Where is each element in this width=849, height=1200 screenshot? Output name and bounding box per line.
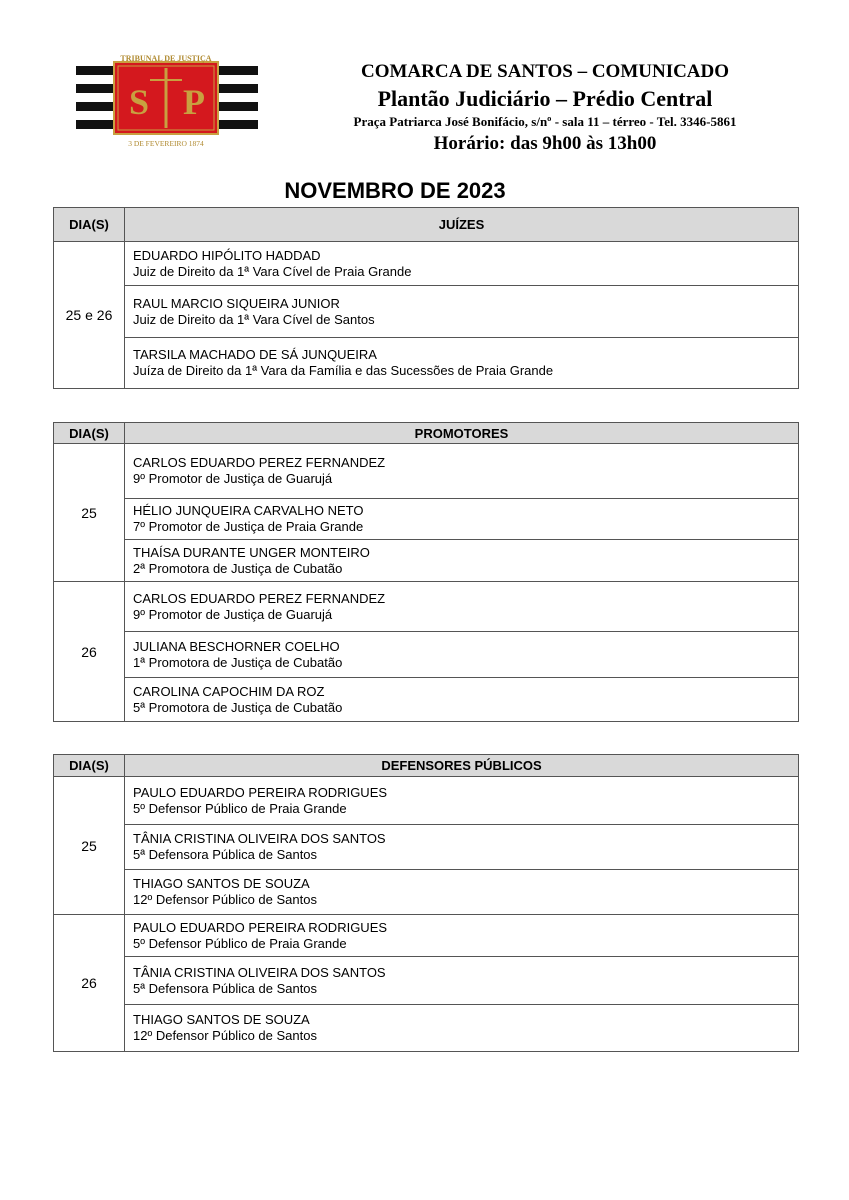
person-name: EDUARDO HIPÓLITO HADDAD xyxy=(133,247,321,263)
table-row xyxy=(54,338,799,389)
person-role: 5º Defensor Público de Praia Grande xyxy=(133,935,347,951)
person-name: THIAGO SANTOS DE SOUZA xyxy=(133,876,310,891)
svg-text:3 DE FEVEREIRO 1874: 3 DE FEVEREIRO 1874 xyxy=(128,139,204,148)
person-role: 2ª Promotora de Justiça de Cubatão xyxy=(133,560,343,576)
table-row xyxy=(54,1005,799,1052)
prosecutors-table xyxy=(53,422,799,722)
person-name: TÂNIA CRISTINA OLIVEIRA DOS SANTOS xyxy=(133,831,386,846)
header-plantao: Plantão Judiciário – Prédio Central xyxy=(377,86,713,111)
person-name: CAROLINA CAPOCHIM DA ROZ xyxy=(133,683,325,699)
person-cell xyxy=(125,777,799,825)
person-name: JULIANA BESCHORNER COELHO xyxy=(133,638,340,654)
person-role: 5ª Defensora Pública de Santos xyxy=(133,980,318,996)
person-cell xyxy=(125,286,799,338)
table-row xyxy=(54,870,799,915)
person-role: 1ª Promotora de Justiça de Cubatão xyxy=(133,654,343,670)
col-header-defenders: DEFENSORES PÚBLICOS xyxy=(125,755,799,777)
table-row xyxy=(54,540,799,582)
col-header-prosecutors: PROMOTORES xyxy=(125,423,799,444)
person-name: PAULO EDUARDO PEREIRA RODRIGUES xyxy=(133,919,388,935)
person-name: THAÍSA DURANTE UNGER MONTEIRO xyxy=(133,544,370,560)
table-row xyxy=(54,957,799,1005)
col-header-day: DIA(S) xyxy=(54,208,125,242)
judges-table xyxy=(53,207,799,389)
person-name: CARLOS EDUARDO PEREZ FERNANDEZ xyxy=(133,455,386,470)
person-cell xyxy=(125,678,799,722)
person-role: Juiz de Direito da 1ª Vara Cível de Santos xyxy=(133,311,375,327)
person-cell xyxy=(125,1005,799,1052)
header-horario: Horário: das 9h00 às 13h00 xyxy=(433,133,657,154)
person-role: 12º Defensor Público de Santos xyxy=(133,1028,317,1043)
col-header-day: DIA(S) xyxy=(54,423,125,444)
col-header-day: DIA(S) xyxy=(54,755,125,777)
person-role: 12º Defensor Público de Santos xyxy=(133,892,317,907)
person-cell xyxy=(125,632,799,678)
table-header-row xyxy=(54,208,799,242)
table-row xyxy=(54,444,799,499)
table-header-row xyxy=(54,755,799,777)
person-role: Juiz de Direito da 1ª Vara Cível de Praia Grande xyxy=(133,263,412,279)
table-row xyxy=(54,582,799,632)
person-cell xyxy=(125,825,799,870)
table-row xyxy=(54,499,799,540)
svg-text:P: P xyxy=(183,82,205,122)
tjsp-logo-icon xyxy=(76,52,258,150)
person-cell xyxy=(125,870,799,915)
tjsp-logo xyxy=(76,52,258,150)
person-cell xyxy=(125,957,799,1005)
day-cell: 25 e 26 xyxy=(54,242,125,389)
table-row xyxy=(54,777,799,825)
person-cell xyxy=(125,915,799,957)
person-name: PAULO EDUARDO PEREIRA RODRIGUES xyxy=(133,784,388,800)
public-defenders-table xyxy=(53,754,799,1052)
svg-text:S: S xyxy=(128,82,150,122)
svg-text:TRIBUNAL DE JUSTIÇA: TRIBUNAL DE JUSTIÇA xyxy=(120,54,212,63)
table-row xyxy=(54,286,799,338)
person-cell xyxy=(125,444,799,499)
person-name: CARLOS EDUARDO PEREZ FERNANDEZ xyxy=(133,590,386,606)
person-cell xyxy=(125,540,799,582)
person-name: TÂNIA CRISTINA OLIVEIRA DOS SANTOS xyxy=(133,964,386,980)
person-role: 5ª Defensora Pública de Santos xyxy=(133,847,318,862)
person-role: 9º Promotor de Justiça de Guarujá xyxy=(133,606,333,622)
person-name: THIAGO SANTOS DE SOUZA xyxy=(133,1012,310,1027)
table-header-row xyxy=(54,423,799,444)
person-role: 5º Defensor Público de Praia Grande xyxy=(133,800,347,816)
month-title: NOVEMBRO DE 2023 xyxy=(284,178,506,203)
person-cell xyxy=(125,242,799,286)
day-cell: 26 xyxy=(54,582,125,722)
person-name: RAUL MARCIO SIQUEIRA JUNIOR xyxy=(133,295,340,311)
person-cell xyxy=(125,582,799,632)
person-name: HÉLIO JUNQUEIRA CARVALHO NETO xyxy=(133,503,364,518)
table-row xyxy=(54,632,799,678)
table-row xyxy=(54,825,799,870)
person-name: TARSILA MACHADO DE SÁ JUNQUEIRA xyxy=(133,347,377,362)
person-role: 7º Promotor de Justiça de Praia Grande xyxy=(133,519,364,534)
table-row xyxy=(54,915,799,957)
table-row xyxy=(54,242,799,286)
day-cell: 25 xyxy=(54,777,125,915)
person-cell xyxy=(125,338,799,389)
header-comarca: COMARCA DE SANTOS – COMUNICADO xyxy=(360,61,730,82)
header-address: Praça Patriarca José Bonifácio, s/nº - sala 11 – térreo - Tel. 3346-5861 xyxy=(353,114,737,129)
day-cell: 25 xyxy=(54,444,125,582)
person-cell xyxy=(125,499,799,540)
table-row xyxy=(54,678,799,722)
col-header-judges: JUÍZES xyxy=(125,208,799,242)
person-role: 9º Promotor de Justiça de Guarujá xyxy=(133,471,333,486)
person-role: 5ª Promotora de Justiça de Cubatão xyxy=(133,699,343,715)
person-role: Juíza de Direito da 1ª Vara da Família e das Sucessões de Praia Grande xyxy=(133,363,554,378)
day-cell: 26 xyxy=(54,915,125,1052)
